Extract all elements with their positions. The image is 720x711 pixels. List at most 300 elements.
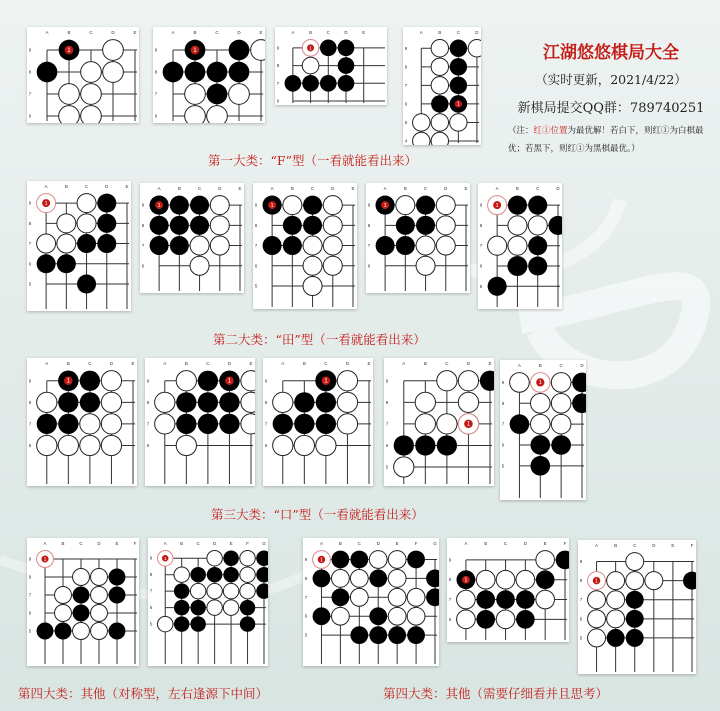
row-label: 9 bbox=[501, 379, 505, 385]
row-label: 8 bbox=[579, 578, 583, 584]
row-label: 6 bbox=[448, 616, 452, 622]
column-label: F bbox=[133, 541, 137, 546]
black-stone bbox=[548, 216, 562, 235]
board-3 bbox=[275, 27, 387, 105]
best-move-number: 1 bbox=[157, 202, 161, 209]
go-board bbox=[145, 358, 255, 486]
black-stone bbox=[396, 216, 415, 235]
row-label: 8 bbox=[28, 574, 32, 580]
black-stone bbox=[320, 75, 337, 92]
black-stone bbox=[626, 591, 644, 609]
black-stone bbox=[283, 216, 302, 235]
column-label: F bbox=[690, 543, 694, 548]
column-label: C bbox=[196, 541, 200, 546]
black-stone bbox=[57, 254, 76, 273]
column-label: D bbox=[466, 361, 471, 366]
black-stone bbox=[223, 550, 238, 565]
black-stone bbox=[396, 236, 415, 255]
black-stone bbox=[508, 256, 527, 275]
black-stone bbox=[394, 435, 414, 455]
board-7 bbox=[253, 183, 357, 309]
legend-note bbox=[508, 122, 716, 158]
white-stone bbox=[337, 392, 357, 412]
column-label: C bbox=[84, 184, 89, 189]
row-label: 8 bbox=[141, 222, 145, 228]
white-stone bbox=[508, 216, 527, 235]
white-stone bbox=[240, 550, 255, 565]
column-label: B bbox=[302, 361, 306, 366]
white-stone bbox=[283, 196, 302, 215]
black-stone bbox=[80, 392, 100, 412]
note-prefix: （注： bbox=[508, 126, 534, 136]
row-label: 7 bbox=[448, 597, 452, 603]
column-label: E bbox=[133, 30, 137, 35]
column-label: B bbox=[193, 30, 197, 35]
white-stone bbox=[457, 610, 476, 629]
black-stone bbox=[283, 236, 302, 255]
row-label: 8 bbox=[385, 399, 389, 405]
column-label: D bbox=[444, 186, 448, 191]
white-stone bbox=[55, 605, 72, 622]
board-2 bbox=[153, 27, 265, 123]
board-8 bbox=[366, 183, 470, 293]
white-stone bbox=[607, 610, 625, 628]
black-stone bbox=[77, 274, 96, 293]
row-label: 8 bbox=[264, 399, 268, 405]
row-label: 8 bbox=[367, 222, 371, 228]
black-stone bbox=[331, 588, 349, 606]
white-stone bbox=[273, 392, 293, 412]
white-stone bbox=[588, 610, 606, 628]
black-stone bbox=[58, 392, 78, 412]
column-label: D bbox=[652, 543, 656, 548]
row-label: 5 bbox=[149, 621, 153, 627]
row-label: 5 bbox=[404, 119, 408, 125]
white-stone bbox=[551, 393, 571, 413]
best-move-number: 1 bbox=[324, 378, 328, 385]
white-stone bbox=[457, 590, 476, 609]
black-stone bbox=[207, 567, 222, 582]
board-13 bbox=[384, 358, 494, 486]
white-stone bbox=[510, 373, 530, 393]
white-stone bbox=[303, 236, 322, 255]
white-stone bbox=[273, 435, 293, 455]
black-stone bbox=[450, 40, 467, 57]
row-label: 8 bbox=[448, 577, 452, 583]
column-label: D bbox=[109, 361, 114, 366]
white-stone bbox=[413, 114, 430, 131]
category-1-label: 第一大类：“F”型（一看就能看出来） bbox=[208, 153, 417, 168]
board-18 bbox=[447, 538, 569, 642]
black-stone bbox=[176, 414, 196, 434]
column-label: A bbox=[319, 541, 323, 546]
black-stone bbox=[73, 605, 90, 622]
white-stone bbox=[323, 196, 342, 215]
row-label: 5 bbox=[385, 464, 389, 470]
black-stone bbox=[190, 196, 209, 215]
white-stone bbox=[394, 457, 414, 477]
black-stone bbox=[256, 583, 268, 598]
column-label: E bbox=[362, 30, 366, 35]
row-label: 5 bbox=[28, 281, 32, 287]
category-2-label: 第二大类：“田”型（一看就能看出来） bbox=[213, 332, 426, 347]
column-label: F bbox=[414, 541, 418, 546]
white-stone bbox=[458, 392, 478, 412]
board-11 bbox=[145, 358, 255, 486]
column-label: D bbox=[344, 30, 348, 35]
white-stone bbox=[210, 216, 229, 235]
white-stone bbox=[536, 590, 555, 609]
black-stone bbox=[313, 569, 331, 587]
black-stone bbox=[302, 75, 319, 92]
white-stone bbox=[588, 591, 606, 609]
row-label: 7 bbox=[367, 243, 371, 249]
column-label: D bbox=[580, 363, 584, 368]
column-label: D bbox=[218, 186, 222, 191]
row-label: 7 bbox=[264, 421, 268, 427]
row-label: 7 bbox=[28, 421, 32, 427]
go-board bbox=[366, 183, 470, 293]
white-stone bbox=[185, 84, 206, 105]
white-stone bbox=[55, 587, 72, 604]
black-stone bbox=[316, 414, 336, 434]
row-label: 7 bbox=[501, 421, 505, 427]
black-stone bbox=[437, 435, 457, 455]
column-label: B bbox=[614, 543, 618, 548]
white-stone bbox=[530, 414, 550, 434]
white-stone bbox=[488, 236, 507, 255]
column-label: D bbox=[111, 30, 115, 35]
best-move-number: 1 bbox=[66, 378, 71, 385]
white-stone bbox=[80, 414, 100, 434]
black-stone bbox=[190, 567, 205, 582]
white-stone bbox=[607, 572, 625, 590]
black-stone bbox=[285, 75, 302, 92]
black-stone bbox=[37, 623, 54, 640]
row-label: 9 bbox=[28, 378, 32, 384]
row-label: 6 bbox=[304, 613, 308, 619]
white-stone bbox=[337, 371, 357, 391]
black-stone bbox=[190, 600, 205, 615]
column-label: A bbox=[517, 363, 521, 368]
black-stone bbox=[530, 456, 550, 476]
white-stone bbox=[91, 569, 108, 586]
row-label: 7 bbox=[304, 594, 308, 600]
white-stone bbox=[81, 62, 102, 83]
best-move-number: 1 bbox=[309, 45, 312, 52]
white-stone bbox=[437, 371, 457, 391]
white-stone bbox=[101, 414, 121, 434]
best-move-number: 1 bbox=[319, 557, 323, 564]
black-stone bbox=[338, 40, 355, 57]
go-board bbox=[153, 27, 265, 123]
black-stone bbox=[683, 572, 696, 590]
column-label: E bbox=[488, 361, 492, 366]
white-stone bbox=[436, 236, 455, 255]
column-label: B bbox=[67, 30, 71, 35]
black-stone bbox=[530, 435, 550, 455]
board-17 bbox=[303, 538, 439, 666]
column-label: B bbox=[403, 186, 407, 191]
row-label: 9 bbox=[28, 200, 32, 206]
row-label: 5 bbox=[304, 632, 308, 638]
black-stone bbox=[556, 551, 569, 570]
best-move-number: 1 bbox=[193, 46, 197, 54]
black-stone bbox=[150, 236, 169, 255]
best-move-number: 1 bbox=[270, 202, 274, 209]
black-stone bbox=[109, 587, 126, 604]
column-label: A bbox=[383, 186, 387, 191]
white-stone bbox=[436, 196, 455, 215]
black-stone bbox=[488, 277, 507, 296]
white-stone bbox=[103, 40, 124, 61]
white-stone bbox=[157, 616, 172, 631]
row-label: 5 bbox=[579, 635, 583, 641]
white-stone bbox=[431, 77, 448, 94]
column-label: D bbox=[331, 186, 335, 191]
white-stone bbox=[350, 588, 368, 606]
column-label: E bbox=[671, 543, 675, 548]
column-label: A bbox=[495, 186, 499, 191]
column-label: C bbox=[456, 30, 460, 35]
row-label: 7 bbox=[479, 243, 483, 249]
black-stone bbox=[294, 414, 314, 434]
black-stone bbox=[223, 567, 238, 582]
white-stone bbox=[437, 414, 457, 434]
white-stone bbox=[77, 194, 96, 213]
white-stone bbox=[207, 583, 222, 598]
white-stone bbox=[607, 591, 625, 609]
white-stone bbox=[323, 256, 342, 275]
best-move-number: 1 bbox=[227, 378, 232, 385]
white-stone bbox=[176, 371, 196, 391]
column-label: C bbox=[79, 541, 83, 546]
black-stone bbox=[369, 569, 387, 587]
column-label: E bbox=[464, 186, 468, 191]
go-board bbox=[403, 27, 481, 145]
black-stone bbox=[176, 392, 196, 412]
white-stone bbox=[37, 435, 57, 455]
black-stone bbox=[572, 393, 586, 413]
row-label: 7 bbox=[579, 597, 583, 603]
black-stone bbox=[37, 414, 57, 434]
white-stone bbox=[58, 435, 78, 455]
column-label: A bbox=[45, 361, 49, 366]
note-highlight: 红①位置 bbox=[533, 126, 568, 136]
black-stone bbox=[55, 623, 72, 640]
row-label: 9 bbox=[154, 47, 158, 53]
black-stone bbox=[350, 551, 368, 569]
black-stone bbox=[316, 392, 336, 412]
best-move-number: 1 bbox=[43, 556, 47, 563]
row-label: 6 bbox=[146, 442, 150, 448]
column-label: E bbox=[238, 186, 242, 191]
white-stone bbox=[388, 551, 406, 569]
white-stone bbox=[303, 276, 322, 295]
white-stone bbox=[174, 567, 189, 582]
black-stone bbox=[626, 610, 644, 628]
row-label: 4 bbox=[404, 138, 408, 144]
row-label: 6 bbox=[28, 113, 32, 119]
column-label: B bbox=[180, 541, 184, 546]
white-stone bbox=[458, 371, 478, 391]
white-stone bbox=[81, 106, 102, 123]
white-stone bbox=[207, 550, 222, 565]
row-label: 8 bbox=[146, 399, 150, 405]
white-stone bbox=[415, 414, 435, 434]
white-stone bbox=[431, 132, 448, 145]
white-stone bbox=[251, 40, 265, 61]
white-stone bbox=[155, 414, 175, 434]
white-stone bbox=[223, 583, 238, 598]
black-stone bbox=[37, 254, 56, 273]
row-label: 9 bbox=[367, 202, 371, 208]
black-stone bbox=[407, 626, 425, 644]
black-stone bbox=[58, 414, 78, 434]
white-stone bbox=[190, 256, 209, 275]
white-stone bbox=[81, 84, 102, 105]
white-stone bbox=[431, 58, 448, 75]
column-label: C bbox=[326, 30, 330, 35]
row-label: 6 bbox=[264, 442, 268, 448]
black-stone bbox=[480, 371, 494, 391]
column-label: C bbox=[559, 363, 563, 368]
black-stone bbox=[528, 196, 547, 215]
row-label: 9 bbox=[149, 555, 153, 561]
white-stone bbox=[229, 84, 250, 105]
black-stone bbox=[626, 629, 644, 647]
white-stone bbox=[496, 610, 515, 629]
white-stone bbox=[416, 236, 435, 255]
black-stone bbox=[510, 414, 530, 434]
board-16 bbox=[148, 538, 268, 666]
white-stone bbox=[190, 236, 209, 255]
column-label: B bbox=[177, 186, 181, 191]
go-board bbox=[478, 183, 562, 309]
row-label: 6 bbox=[579, 616, 583, 622]
row-label: 7 bbox=[404, 82, 408, 88]
black-stone bbox=[350, 626, 368, 644]
white-stone bbox=[323, 236, 342, 255]
row-label: 6 bbox=[367, 263, 371, 269]
white-stone bbox=[536, 551, 555, 570]
row-label: 6 bbox=[28, 261, 32, 267]
white-stone bbox=[37, 234, 56, 253]
row-label: 6 bbox=[149, 605, 153, 611]
column-label: E bbox=[115, 541, 119, 546]
column-label: E bbox=[249, 361, 253, 366]
board-10 bbox=[27, 358, 137, 486]
black-stone bbox=[229, 40, 250, 61]
white-stone bbox=[350, 569, 368, 587]
black-stone bbox=[528, 256, 547, 275]
black-stone bbox=[294, 392, 314, 412]
column-label: D bbox=[97, 541, 101, 546]
row-label: 6 bbox=[28, 442, 32, 448]
column-label: C bbox=[536, 186, 540, 191]
go-board bbox=[303, 538, 439, 666]
white-stone bbox=[210, 236, 229, 255]
go-board bbox=[275, 27, 387, 105]
black-stone bbox=[572, 373, 586, 393]
white-stone bbox=[176, 435, 196, 455]
white-stone bbox=[530, 393, 550, 413]
row-label: 7 bbox=[28, 241, 32, 247]
white-stone bbox=[207, 106, 228, 123]
black-stone bbox=[229, 62, 250, 83]
white-stone bbox=[101, 371, 121, 391]
column-label: A bbox=[464, 541, 468, 546]
black-stone bbox=[426, 569, 439, 587]
column-label: C bbox=[357, 541, 361, 546]
white-stone bbox=[302, 57, 319, 74]
row-label: 8 bbox=[304, 575, 308, 581]
best-move-number: 1 bbox=[595, 578, 599, 585]
column-label: G bbox=[433, 541, 437, 546]
white-stone bbox=[528, 216, 547, 235]
row-label: 9 bbox=[448, 557, 452, 563]
best-move-number: 1 bbox=[538, 380, 542, 387]
row-label: 6 bbox=[385, 442, 389, 448]
row-label: 8 bbox=[28, 220, 32, 226]
black-stone bbox=[97, 214, 116, 233]
white-stone bbox=[294, 435, 314, 455]
column-label: D bbox=[556, 186, 560, 191]
page-title: 江湖悠悠棋局大全 bbox=[543, 43, 679, 63]
row-label: 6 bbox=[501, 442, 505, 448]
white-stone bbox=[626, 553, 644, 571]
white-stone bbox=[431, 40, 448, 57]
go-board bbox=[27, 181, 131, 311]
white-stone bbox=[210, 196, 229, 215]
column-label: B bbox=[423, 361, 427, 366]
row-label: 9 bbox=[264, 378, 268, 384]
white-stone bbox=[407, 607, 425, 625]
column-label: B bbox=[338, 541, 342, 546]
qq-group-line: 新棋局提交QQ群：789740251 bbox=[517, 101, 705, 116]
column-label: E bbox=[351, 186, 355, 191]
row-label: 7 bbox=[276, 80, 280, 86]
column-label: E bbox=[395, 541, 399, 546]
black-stone bbox=[528, 236, 547, 255]
black-stone bbox=[376, 236, 395, 255]
black-stone bbox=[219, 392, 239, 412]
black-stone bbox=[415, 435, 435, 455]
black-stone bbox=[369, 626, 387, 644]
best-move-number: 1 bbox=[383, 202, 387, 209]
board-12 bbox=[263, 358, 373, 486]
white-stone bbox=[59, 106, 80, 123]
white-stone bbox=[207, 600, 222, 615]
white-stone bbox=[241, 371, 255, 391]
update-date: （实时更新，2021/4/22） bbox=[535, 72, 687, 87]
white-stone bbox=[508, 236, 527, 255]
best-move-number: 1 bbox=[456, 101, 460, 108]
white-stone bbox=[57, 214, 76, 233]
black-stone bbox=[551, 435, 571, 455]
column-label: C bbox=[197, 186, 202, 191]
black-stone bbox=[338, 57, 355, 74]
row-label: 9 bbox=[276, 45, 280, 51]
black-stone bbox=[163, 62, 184, 83]
go-board bbox=[253, 183, 357, 309]
white-stone bbox=[413, 132, 430, 145]
best-move-number: 1 bbox=[163, 556, 167, 562]
white-stone bbox=[241, 414, 255, 434]
column-label: A bbox=[402, 361, 406, 366]
column-label: A bbox=[595, 543, 599, 548]
column-label: A bbox=[291, 30, 295, 35]
